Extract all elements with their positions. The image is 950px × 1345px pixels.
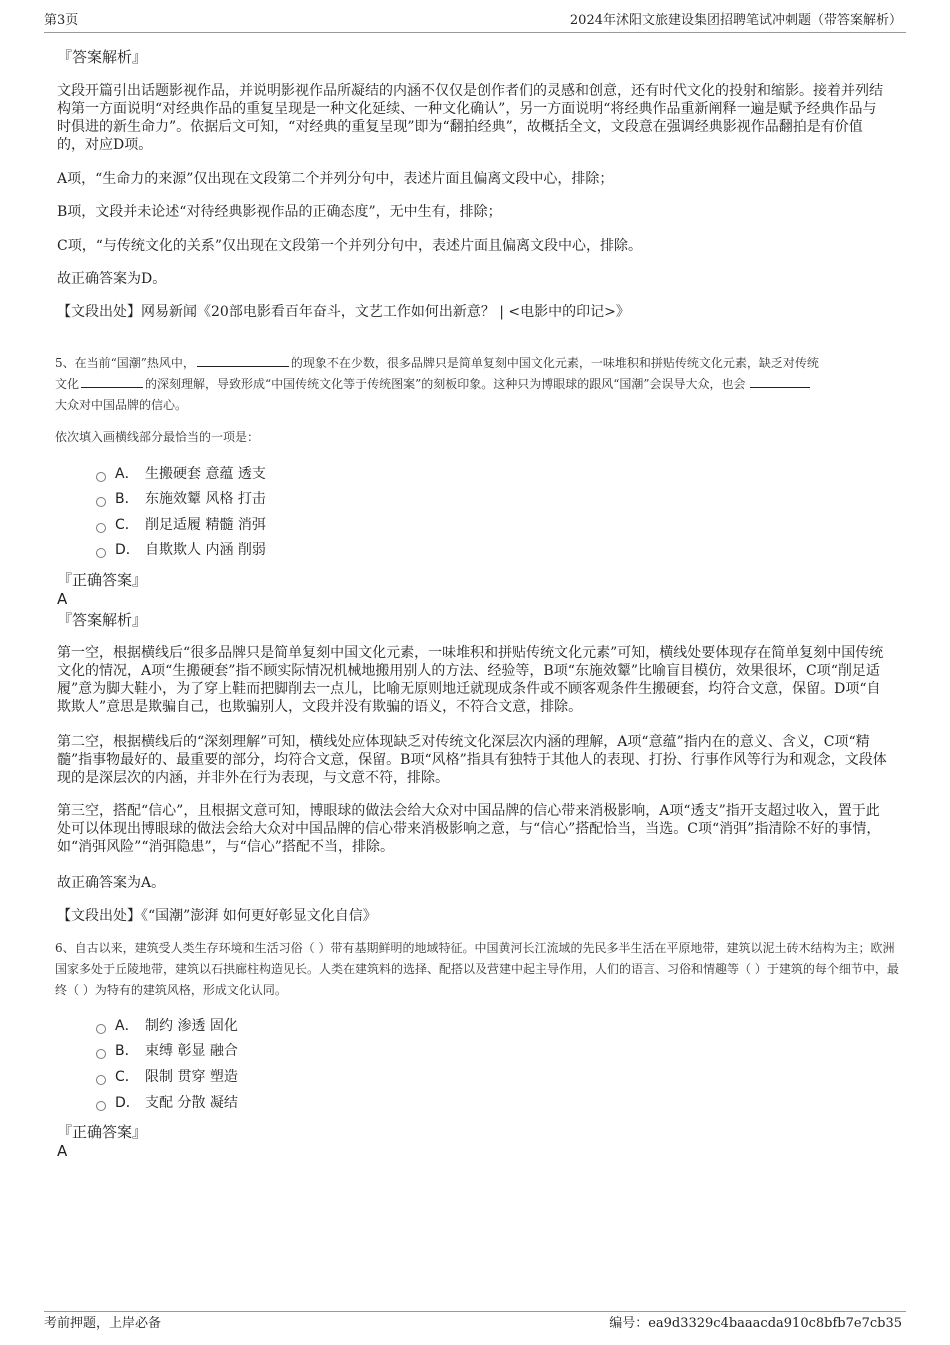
q5-stem <box>55 353 903 416</box>
q4-option-b-analysis: B项，文段并未论述“对待经典影视作品的正确态度”，无中生有，排除； <box>57 204 502 220</box>
q5-blank-1 <box>197 354 289 367</box>
q5-option-d[interactable]: D． 自欺欺人 内涵 削弱 <box>96 539 266 561</box>
q6-answer-label: 『正确答案』 <box>57 1123 148 1141</box>
q6-stem: 6、自古以来，建筑受人类生存环境和生活习俗（ ）带有基期鲜明的地域特征。中国黄河长江流域的先民多半生活在平原地带，建筑以泥土砖木结构为主；欧洲国家多处于丘陵地带，建筑以石拱廊柱构造见长。人类在建筑料的选择、配搭以及营建中起主导作用，人们的语言、习俗和情趣等（ ）于建筑的每个细节中，最终（ ）为特有的建筑风格，形成文化认同。 <box>55 941 899 997</box>
q6-option-a[interactable]: A． 制约 渗透 固化 <box>96 1015 238 1037</box>
radio-icon[interactable] <box>96 1075 106 1085</box>
q4-analysis-label: 『答案解析』 <box>57 48 148 66</box>
q5-option-b[interactable]: B． 东施效颦 风格 打击 <box>96 488 266 510</box>
q5-answer-label: 『正确答案』 <box>57 571 148 589</box>
page-number: 第3页 <box>44 13 79 28</box>
page-header <box>44 10 906 33</box>
q5-answer: A <box>57 590 68 608</box>
q5-analysis-paragraph-1: 第一空，根据横线后“很多品牌只是简单复刻中国文化元素，一味堆积和拼贴传统文化元素”可知，横线处要体现存在简单复刻中国传统文化的情况，A项“生搬硬套”指不顾实际情况机械地搬用别人的方法、经验等，B项“东施效颦”比喻盲目模仿，效果很坏，C项“削足适履”意为脚大鞋小，为了穿上鞋而把脚削去一点儿，比喻无原则地迁就现成条件或不顾客观条件生搬硬套，均符合文意，保留。D项“自欺欺人”意思是欺骗自己，也欺骗别人，文段并没有欺骗的语义，不符合文意，排除。 <box>57 645 884 715</box>
q5-analysis-label: 『答案解析』 <box>57 611 148 629</box>
q4-conclusion: 故正确答案为D。 <box>57 271 167 287</box>
q5-instruction: 依次填入画横线部分最恰当的一项是： <box>55 430 260 444</box>
q6-answer: A <box>57 1142 68 1160</box>
page-footer <box>44 1311 906 1336</box>
q6-option-c[interactable]: C． 限制 贯穿 塑造 <box>96 1066 238 1088</box>
radio-icon[interactable] <box>96 1049 106 1059</box>
radio-icon[interactable] <box>96 497 106 507</box>
radio-icon[interactable] <box>96 1101 106 1111</box>
q5-blank-2 <box>81 375 143 388</box>
q5-stem-line-3: 大众对中国品牌的信心。 <box>55 398 188 412</box>
radio-icon[interactable] <box>96 1024 106 1034</box>
q5-stem-line-1: 5、在当前“国潮”热风中， 的现象不在少数，很多品牌只是简单复刻中国文化元素，一味堆积和拼贴传统文化元素，缺乏对传统 <box>55 356 819 370</box>
q5-option-a[interactable]: A． 生搬硬套 意蕴 透支 <box>96 463 266 485</box>
document-title: 2024年沭阳文旅建设集团招聘笔试冲刺题（带答案解析） <box>569 13 902 28</box>
q5-analysis-paragraph-2: 第二空，根据横线后的“深刻理解”可知，横线处应体现缺乏对传统文化深层次内涵的理解，A项“意蕴”指内在的意义、含义，C项“精髓”指事物最好的、最重要的部分，均符合文意，保留。B项“风格”指具有独特于其他人的表现、打扮、行事作风等行为和观念，文段体现的是深层次的内涵，并非外在行为表现，与文意不符，排除。 <box>57 734 887 786</box>
q4-option-a-analysis: A项，“生命力的来源”仅出现在文段第二个并列分句中，表述片面且偏离文段中心，排除； <box>57 171 614 187</box>
radio-icon[interactable] <box>96 472 106 482</box>
q4-analysis-paragraph: 文段开篇引出话题影视作品，并说明影视作品所凝结的内涵不仅仅是创作者们的灵感和创意，还有时代文化的投射和缩影。接着并列结构第一方面说明“对经典作品的重复呈现是一种文化延续、一种文化确认”，另一方面说明“将经典作品重新阐释一遍是赋予经典作品与时俱进的新生命力”。依据后文可知，“对经典的重复呈现”即为“翻拍经典”，故概括全文，文段意在强调经典影视作品翻拍是有价值的，对应D项。 <box>57 83 883 153</box>
q5-blank-3 <box>750 375 810 388</box>
q6-option-d[interactable]: D． 支配 分散 凝结 <box>96 1092 238 1114</box>
radio-icon[interactable] <box>96 523 106 533</box>
q4-option-c-analysis: C项，“与传统文化的关系”仅出现在文段第一个并列分句中，表述片面且偏离文段中心，排除。 <box>57 238 643 254</box>
footer-slogan: 考前押题，上岸必备 <box>44 1316 162 1331</box>
q5-conclusion: 故正确答案为A。 <box>57 875 166 891</box>
q5-stem-line-2: 文化 的深刻理解，导致形成“中国传统文化等于传统图案”的刻板印象。这种只为博眼球的跟风“国潮”会误导大众，也会 <box>55 374 903 395</box>
q5-source: 【文段出处】《“国潮”澎湃 如何更好彰显文化自信》 <box>57 908 377 924</box>
q4-source: 【文段出处】网易新闻《20部电影看百年奋斗，文艺工作如何出新意？ | <电影中的印记>》 <box>57 304 630 320</box>
radio-icon[interactable] <box>96 548 106 558</box>
q5-option-c[interactable]: C． 削足适履 精髓 消弭 <box>96 514 266 536</box>
q5-analysis-paragraph-3: 第三空，搭配“信心”，且根据文意可知，博眼球的做法会给大众对中国品牌的信心带来消极影响，A项“透支”指开支超过收入，置于此处可以体现出博眼球的做法会给大众对中国品牌的信心带来消极影响之意，与“信心”搭配恰当，当选。C项“消弭”指清除不好的事情，如“消弭风险”“消弭隐患”，与“信心”搭配不当，排除。 <box>57 803 881 855</box>
document-code: 编号：ea9d3329c4baaacda910c8bfb7e7cb35 <box>609 1316 902 1331</box>
q6-option-b[interactable]: B． 束缚 彰显 融合 <box>96 1040 238 1062</box>
